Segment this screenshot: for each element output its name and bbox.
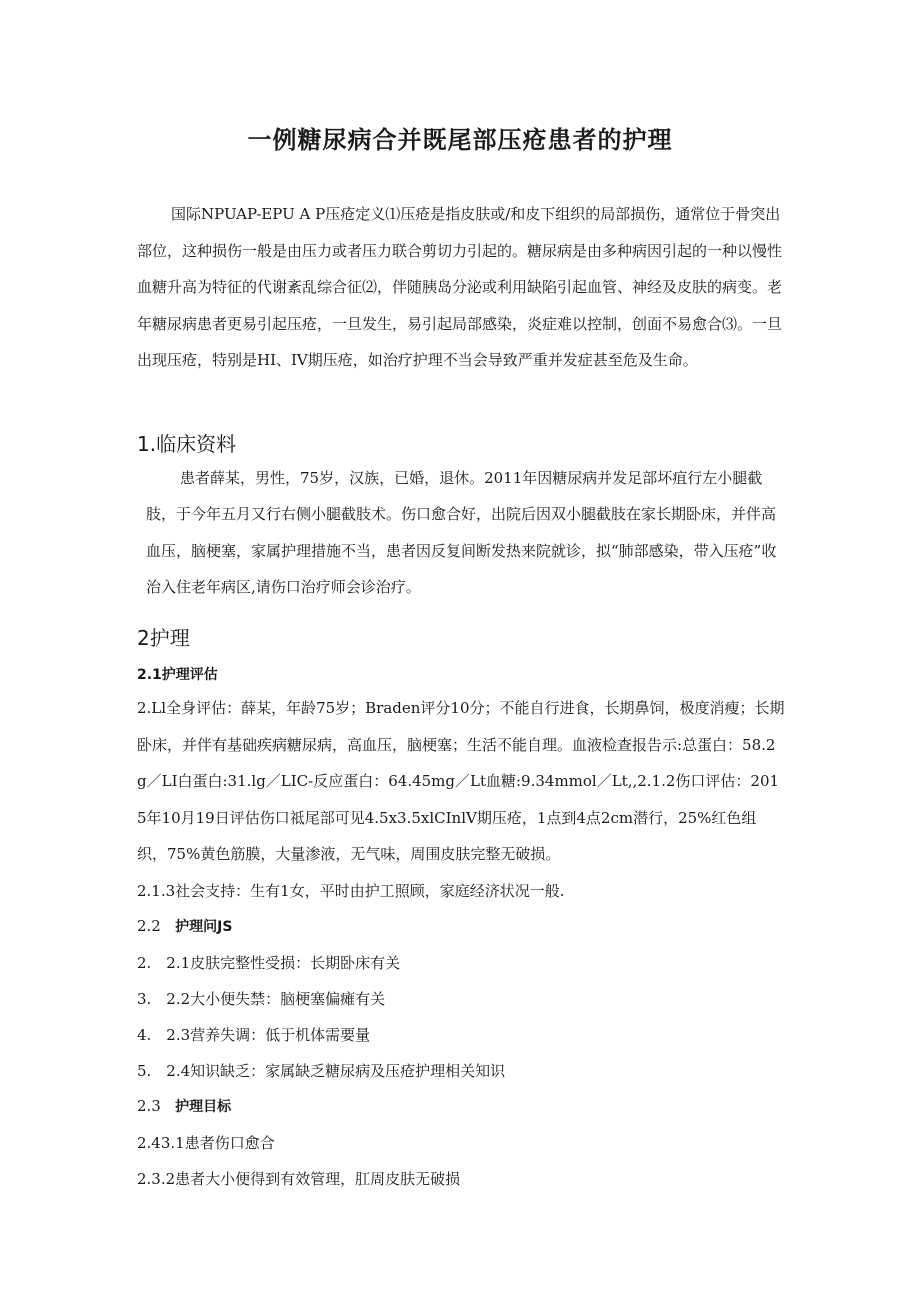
subsection-label: 护理目标: [175, 1099, 232, 1115]
list-item: 2.43.1患者伤口愈合: [137, 1134, 275, 1152]
subsection-number: 2.2: [137, 917, 161, 935]
subsection-number: 2.3: [137, 1097, 161, 1115]
list-item: 5. 2.4知识缺乏：家属缺乏糖尿病及压疮护理相关知识: [137, 1062, 506, 1080]
list-item: 2. 2.1皮肤完整性受损：长期卧床有关: [137, 954, 401, 972]
subsection-heading-goals: [137, 1096, 231, 1116]
subsection-label: 护理问JS: [175, 919, 233, 935]
assessment-paragraph: 2.Ll全身评估：薛某，年龄75岁；Braden评分10分；不能自行进食，长期鼻饲，极度消瘦；长期卧床，并伴有基础疾病糖尿病，高血压，脑梗塞；生活不能自理。血液检查报告示:总蛋白：58.2g／LI白蛋白:31.lg／LIC-反应蛋白：64.45mg／Lt血糖:9.34mmol／Lt,,2.1.2伤口评估：2015年10月19日评估伤口祗尾部可见4.5x3.5xlCInlV期压疮，1点到4点2cm潜行，25%红色组织，75%黄色筋膜，大量渗液，无气味，周围皮肤完整无破损。: [137, 699, 785, 863]
section-heading-clinical: 1.临床资料: [137, 432, 237, 456]
social-support-line: 2.1.3社会支持：生有1女，平时由护工照顾，家庭经济状况一般.: [137, 882, 565, 900]
list-item: 4. 2.3营养失调：低于机体需要量: [137, 1026, 371, 1044]
clinical-paragraph: 患者薛某，男性，75岁，汉族，已婚，退休。2011年因糖尿病并发足部坏疽行左小腿截肢，于今年五月又行右侧小腿截肢术。伤口愈合好，出院后因双小腿截肢在家长期卧床，并伴高血压，脑梗塞，家属护理措施不当，患者因反复间断发热来院就诊，拟“肺部感染，带入压疮”收治入住老年病区,请伤口治疗师会诊治疗。: [146, 469, 777, 597]
subsection-heading-problems: [137, 916, 232, 936]
subsection-heading-assessment: 2.1护理评估: [137, 667, 218, 683]
intro-paragraph: 国际NPUAP-EPU A P压疮定义⑴压疮是指皮肤或/和皮下组织的局部损伤，通常位于骨突出部位，这种损伤一般是由压力或者压力联合剪切力引起的。糖尿病是由多种病因引起的一种以慢性血糖升高为特征的代谢紊乱综合征⑵，伴随胰岛分泌或利用缺陷引起血管、神经及皮肤的病变。老年糖尿病患者更易引起压疮，一旦发生，易引起局部感染，炎症难以控制，创面不易愈合⑶。一旦出现压疮，特别是HI、IV期压疮，如治疗护理不当会导致严重并发症甚至危及生命。: [137, 205, 783, 369]
list-item: 3. 2.2大小便失禁：脑梗塞偏瘫有关: [137, 990, 386, 1008]
list-item: 2.3.2患者大小便得到有效管理，肛周皮肤无破损: [137, 1170, 461, 1188]
document-title: 一例糖尿病合并既尾部压疮患者的护理: [247, 126, 673, 154]
section-heading-nursing: 2护理: [137, 626, 190, 650]
